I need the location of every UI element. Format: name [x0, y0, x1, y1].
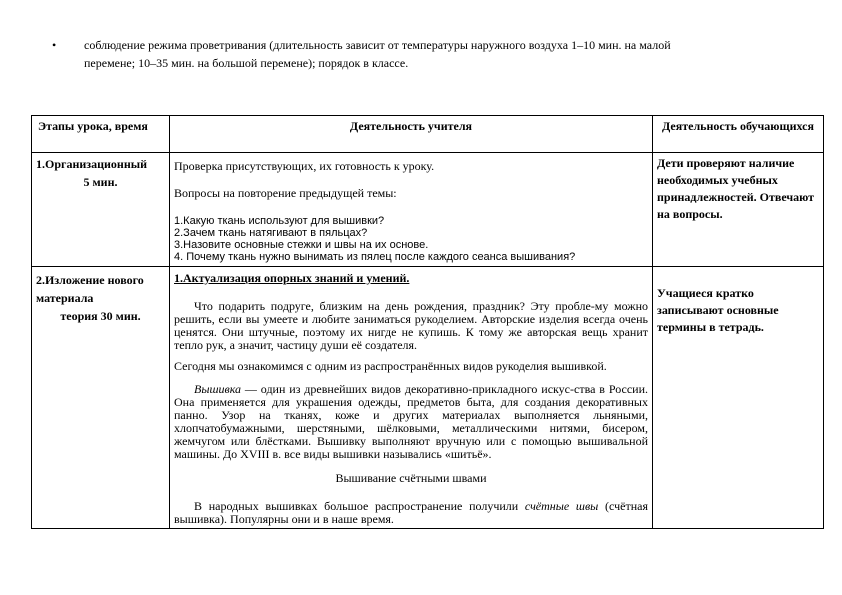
para4-end: (счётная вышивка). Популярны они и в наше время. — [174, 499, 648, 526]
bullet-line-2: перемене; 10–35 мин. на большой перемене); порядок в классе. — [84, 56, 409, 70]
table-header-row — [32, 116, 824, 153]
stage-2-title: 2.Изложение нового материала — [36, 273, 144, 305]
hygiene-bullet — [52, 36, 792, 72]
header-students: Деятельность обучающихся — [653, 116, 824, 153]
para4-start: В народных вышивках большое распространение получили — [194, 499, 525, 513]
term-embroidery: Вышивка — [194, 382, 242, 396]
stage-cell-2 — [32, 267, 170, 529]
stage-1-time: 5 мин. — [83, 175, 118, 189]
list-item: 4. Почему ткань нужно вынимать из пялец после каждого сеанса вышивания? — [174, 251, 576, 263]
term-counted-stitches: счётные швы — [524, 499, 599, 513]
list-item: 3.Назовите основные стежки и швы на их основе. — [174, 239, 429, 251]
bullet-text — [84, 36, 792, 72]
teacher-1-questions-title: Вопросы на повторение предыдущей темы: — [174, 186, 397, 200]
student-cell-1: Дети проверяют наличие необходимых учебных принадлежностей. Отвечают на вопросы. — [653, 153, 824, 267]
teacher-2-para3 — [174, 383, 648, 461]
student-2-text: Учащиеся кратко записывают основные термины в тетрадь. — [657, 286, 779, 334]
bullet-dot-icon: • — [52, 38, 57, 52]
teacher-2-para4 — [174, 500, 648, 526]
table-row-new-material — [32, 267, 824, 529]
teacher-cell-2 — [170, 267, 653, 529]
student-cell-2 — [653, 267, 824, 529]
bullet-line-1: соблюдение режима проветривания (длительность зависит от температуры наружного воздуха 1–10 мин. на малой — [84, 38, 671, 52]
table-row-organizational — [32, 153, 824, 267]
para3-text: — один из древнейших видов декоративно-прикладного искус-ства в России. Она применяется для украшения одежды, предметов быта, для создания декоративных панно. Узор на тканях, коже и других материалах выполняется льняными, хлопчатобумажными, шерстяными, шёлковыми, металлическими нитями, бисером, жемчугом или блёстками. Вышивку выполняют вручную или с помощью вышивальной машины. До XVIII в. все виды вышивки назывались «шитьё». — [174, 382, 648, 461]
stage-1-title: 1.Организационный — [36, 157, 148, 171]
question-list — [174, 215, 648, 263]
list-item: 1.Какую ткань используют для вышивки? — [174, 215, 385, 227]
stage-2-time: теория 30 мин. — [60, 309, 141, 323]
teacher-2-para2: Сегодня мы ознакомимся с одним из распространённых видов рукоделия вышивкой. — [174, 359, 607, 373]
header-stages: Этапы урока, время — [32, 116, 170, 153]
teacher-2-heading: 1.Актуализация опорных знаний и умений. — [174, 271, 410, 285]
lesson-table — [31, 115, 824, 529]
section-title: Вышивание счётными швами — [335, 471, 487, 485]
teacher-1-intro: Проверка присутствующих, их готовность к уроку. — [174, 159, 435, 173]
header-teacher: Деятельность учителя — [170, 116, 653, 153]
list-item: 2.Зачем ткань натягивают в пяльцах? — [174, 227, 368, 239]
teacher-2-para1: Что подарить подруге, близким на день рождения, праздник? Эту пробле-му можно решить, если вы умеете и любите заниматься рукоделием. Авторские изделия всегда очень ценятся. Они штучные, поэтому их нигде не купишь. К тому же авторская вещь хранит тепло рук, а значит, частицу души её создателя. — [174, 299, 648, 352]
stage-cell-1 — [32, 153, 170, 267]
teacher-cell-1 — [170, 153, 653, 267]
